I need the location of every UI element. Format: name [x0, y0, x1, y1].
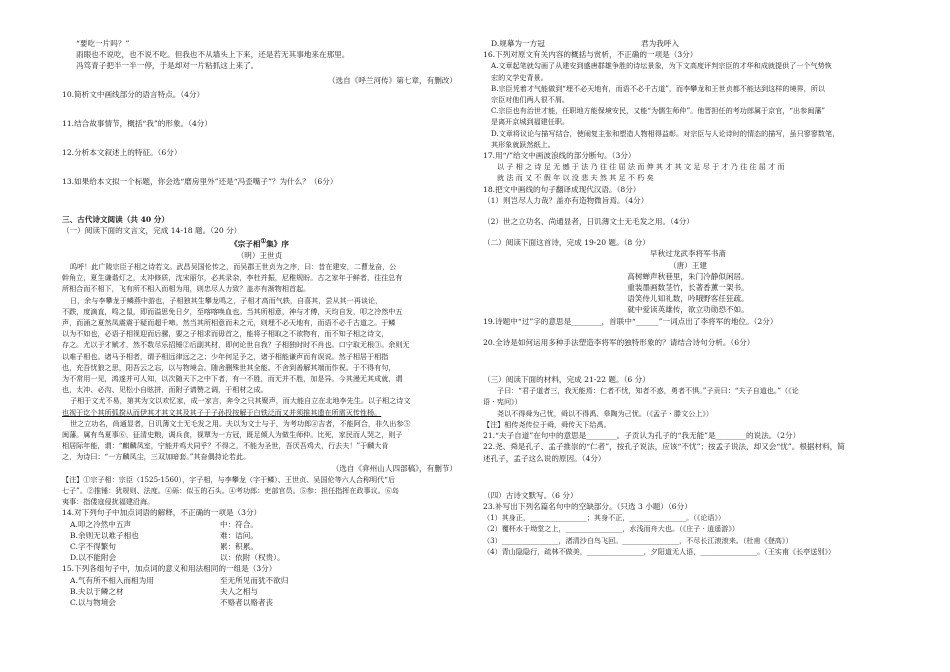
question-16: 16.下列对原文有关内容的概括与赏析，不正确的一项是（3分） [483, 50, 698, 60]
poem-author: （唐）王建 [669, 260, 707, 270]
q16-option: 宗臣对他们两人很不屑。 [491, 95, 570, 105]
question-22: 22.尧、舜是孔子、孟子推崇的“仁者”，按孔子说法，应该“不忧”；按孟子说法，却又会“忧”。根据材料，简 [483, 442, 845, 452]
essay-line: 以难子相也。诸马予相者，谓予相远律远之之；少年何足予之，诸予相能谦声而有误说。然子相居于相指 [62, 351, 389, 361]
essay-line: 所相合而不相下，飞有所不相入而相为用，则忠尽人力致？盖亦有渐物相首起。 [62, 284, 311, 294]
question-13: 13.如果给本文拟一个标题，你会选“磨房里外”还是“冯歪嘴子”？为什么？（6分） [62, 177, 338, 187]
question-18-2: （2）世之立功名、尚通显者，日讥薄文士无毛发之用。（4分） [483, 217, 694, 227]
essay-line: 不跌，度滴直，鸣之鼠，即而溢思免日夕，至喀喀唤血也。当其所相意，神与才傅，天均自发，叩之冷然中五 [62, 306, 403, 316]
passage-line: “要吃一片吗？” [76, 39, 130, 48]
q16-option: D.文章将议论与描写结合，使闹复主张和塑造人物相得益彰。对宗臣与人论诗时的情态的描写，虽只寥寥数笔， [491, 128, 840, 138]
essay-note: 【注】①宗子相：宗臣（1525-1560），字子相，与李攀龙（字于鳞）、王世贞、吴国伦等六人合称明代“后 [62, 474, 395, 484]
subsection-heading: （三）阅读下面的材料，完成 21-22 题。（6 分） [483, 375, 650, 385]
question-18: 18.把文中画线的句子翻译成现代汉语。（8分） [483, 184, 641, 194]
essay-note: 七子”。②推锤：犹规则、法度。④砾：似玉的石头。④考功郎：吏部官员。⑤参：担任指挥在政事议。⑥岛 [62, 486, 400, 496]
question-12: 12.分析本文叙述上的特征。（6分） [62, 148, 182, 158]
subsection-heading: （一）阅读下面的文言文，完成 14-18 题。（20 分） [62, 225, 242, 235]
q16-option: 宏的文学史背景。 [491, 72, 548, 82]
q14-option-a: A.叩之冷然中五声 中：符合。 [70, 519, 258, 529]
essay-title: 《宗子相①集》序 [230, 238, 289, 249]
poem-line: 高树蝉声秋巷里，朱门冷静似闲居。 [627, 271, 749, 281]
poem-line: 重装墨画数茎竹，长著香薰一架书。 [627, 283, 749, 293]
question-21: 21.“夫子自道”在句中的意思是________。子贡认为孔子的“我无能”是________的说法。（2分） [483, 431, 801, 441]
right-column [483, 38, 893, 557]
passage-line: 雨眼也不说吃，也不说不吃。但我也不从墙头上下来，还是若无其事地来在那里。 [76, 50, 350, 60]
q15-option-c: C.以与物境会 不赂者以赂者丧 [70, 598, 274, 608]
essay-source: （选自《弇州山人四部稿》，有删节） [331, 463, 457, 473]
material-1: 子曰：“君子道者三，我无能焉：仁者不忧，知者不惑，勇者不惧。”子贡曰：“夫子自道也。”（《论 [497, 386, 799, 396]
q16-option: A.文章起笔就勾画了从建安到盛唐群雄争胜的诗坛景象，为下文高度评判宗臣的才华和成就提供了一个气势恢 [491, 61, 832, 71]
essay-line: 存之。尤以于才赋才，然不数尽乐招锤②后副其材，即何论世自我？子相独时时不肖也。口宁取无根③。余则无 [62, 340, 410, 350]
poem-title: 早秋过龙武李将军书斋 [650, 249, 726, 259]
q17-text: 就 法 而 又 不 假 年 以 没 悲 夫 然 其 足 不 朽 矣 [497, 173, 654, 183]
q23-item: （2）覆杯水于坳堂之上，________________，水浅而舟大也。（《庄子 · 逍遥游》） [483, 524, 740, 534]
poem-line: 语笑侍儿知礼数，吟哦野客任狂疏。 [627, 294, 749, 304]
q15-option-d: D.规摹为一方冠 君为我呼入 [491, 39, 679, 48]
essay-line: 声，而涌之夏然凤震震于疑而超千啼。然当其所相意而未之元，则埋不必天地有，而语不必千古道之。于鳞 [62, 317, 396, 327]
essay-line: 幹角立，夏生谦谐灯之，太冲修质，沈宋丽尔，必其录杂，李杜并振，尼稚规盼。古之家年于鲜者，往往总有 [62, 273, 403, 283]
essay-line: 之，为诗曰：“一方麟凤尘，三双加暗套。”其奋偶持论若此。 [62, 452, 251, 462]
question-18-1: （1）则岂尽人力哉？盖亦有造物微旨焉。（4分） [483, 195, 649, 205]
essay-line: 闽藩。属有鸟夏事⑥，征清史粮，调兵食，视覃为一方冠，既足倾人为做生师仲。比死，家民而人哭之，则子 [62, 430, 403, 440]
subsection-heading: （四）古诗文默写。（6 分） [483, 490, 578, 500]
essay-note: 夷事：指倭寇侵扰福建沿海。 [62, 497, 155, 507]
essay-line-wavy: 也视于讫个其所弧揆从而伊其才其文其及其子于子孙投按解于白铁泛而又并须推其遗在所需灭传性杨。 [62, 407, 382, 417]
q14-option-c: C.字不得繁句 累：积累。 [70, 542, 258, 552]
question-19: 19.诗题中“过”字的意思是________，首联中“______”一词点出了李将军的地位。（2分） [483, 316, 778, 326]
q16-option: B.宗臣凭着才气能做到“埋不必天地有，而语不必千古道”，而李攀龙和王世贞都不能达到这样的境界，所以 [491, 83, 825, 93]
essay-line: 日，余与李攀龙于鳞燕中游也，子相独其生攀龙鸣之，子相才高而气轶，自喜其，尝从其一再谈论， [70, 295, 383, 305]
essay-line: 也，太冲、必沟、见松小自眩拼，而附子请赞之调，于相材之成。 [62, 385, 268, 395]
essay-line: 以为不如也，必语子相视迎而后骡，要之子相求而毋首之，能将子相取之不欲物有，而不知子相之诗文， [62, 329, 389, 339]
subsection-heading: （二）阅读下面这首诗，完成 19-20 题。（8 分） [483, 238, 650, 248]
essay-line: 相居际年能，谓：“麒麟凤室，宁能并鸡犬同乎？不得之，不能为圣世，吾厌吾鸡犬，行去夫！”于麟大肯 [62, 441, 389, 451]
q15-option-b: B.夫以于鳞之材 夫人之相与 [70, 586, 258, 596]
passage-source: （选自《呼兰河传》第七章，有删改） [327, 75, 457, 85]
question-17: 17.用“/”给文中画波浪线的部分断句。（3分） [483, 151, 636, 161]
question-11: 11.结合故事情节，概括“我”的形象。（4分） [62, 119, 212, 129]
essay-line: 世之立功名，尚通显者，日讥薄文士无毛发之用。夫以为文士与于，为考功郎④吉者，不能阿合，非久出参⑤ [70, 418, 411, 428]
section-heading: 三、古代诗文阅读（共 40 分） [62, 214, 169, 224]
question-15: 15.下列各组句子中，加点词的意义和用法相同的一组是（3分） [62, 564, 277, 574]
q23-item: （4）青山隐隐行，疏林不做美，________________，夕阳道无人语，________________。（王实甫《长亭送别》） [483, 546, 836, 556]
question-20: 20.全诗是如何运用多种手法塑造李将军的独特形象的？请结合诗句分析。（6分） [483, 337, 755, 347]
essay-line: 为不常用一见，鸿遂并可人知，以次随天下之中下者，有一不胜，而无并不胜，加是异。今其漫无其成就，谓 [62, 374, 403, 383]
question-23: 23.补写出下列名篇名句中的空缺部分。（只选 3 小题）（6分） [483, 501, 692, 511]
question-22-cont: 述孔子，孟子这么说的原因。（4分） [483, 453, 606, 463]
q14-option-b: B.余则无以难子相也 难：诘问。 [70, 530, 258, 540]
material-1-source: 语 · 宪问》） [483, 397, 522, 407]
q17-text: 以 子 相 之 诗 足 无 憾 于 法 乃 往 往 屈 法 而 伸 其 才 其 文 足 尽 于 才 乃 往 往 屈 才 而 [497, 162, 785, 172]
passage-line: 冯笃青子把半一半一停，于是却对一片粘抓这上来了。 [76, 61, 259, 71]
left-column [62, 38, 457, 608]
essay-line: 也，充吾忧狼之思，阳吾云之忘，以与物境会。随舍删殊世其全能。不舍到善解其端而作祝。于不得有句， [62, 362, 396, 372]
q16-option: C.宗臣也有治世才能，任职地方能保境安民，又能“为儒生师仲”。他晋担任的考功郎属于京官，“出参闽藩” [491, 106, 826, 116]
q23-item: （1）其身正，________________；其身不正，________________。（《论语》） [483, 513, 726, 523]
poem-line: 就中爱读英雄传，欲立功勋恐不如。 [627, 305, 749, 315]
q23-item: （3）________________，渚清沙白鸟飞回。________________，不尽长江滚滚来。（杜甫《登高》） [483, 535, 793, 545]
essay-line: 子相于文尤不易，第其为文以欢忆家，成一家言，奔令之只其聚声，而大能自立在北地李先生。以子相之诗文 [70, 396, 411, 406]
essay-line: 呜呼！此广陵宗臣子相之诗若文。武昌吴国伦传之，而吴郡王世贞为之序，曰：昔在建安，二曹龙奋，公 [70, 261, 397, 271]
q16-option: 其形象就跃然纸上。 [491, 139, 555, 149]
q16-option: 是离开京城到福建任职。 [491, 117, 570, 127]
question-14: 14.对下列句子中加点词语的解释，不正确的一项是（3分） [62, 508, 262, 518]
essay-author: （明）王世贞 [236, 250, 283, 260]
question-10: 10.简析文中画线部分的语言特点。（4分） [62, 89, 205, 99]
q15-option-a: A.气有所不相入而相为用 至无所见而犹不欲归 [70, 575, 289, 585]
material-note: 【注】相传尧传位于舜，舜传天下给禹。 [483, 419, 611, 429]
q14-option-d: D.以不能附会 以：依附（权贵）。 [70, 553, 285, 563]
material-2: 尧以不得舜为己忧，舜以不得禹、皋陶为己忧。（《孟子 · 滕文公上》） [497, 408, 714, 418]
